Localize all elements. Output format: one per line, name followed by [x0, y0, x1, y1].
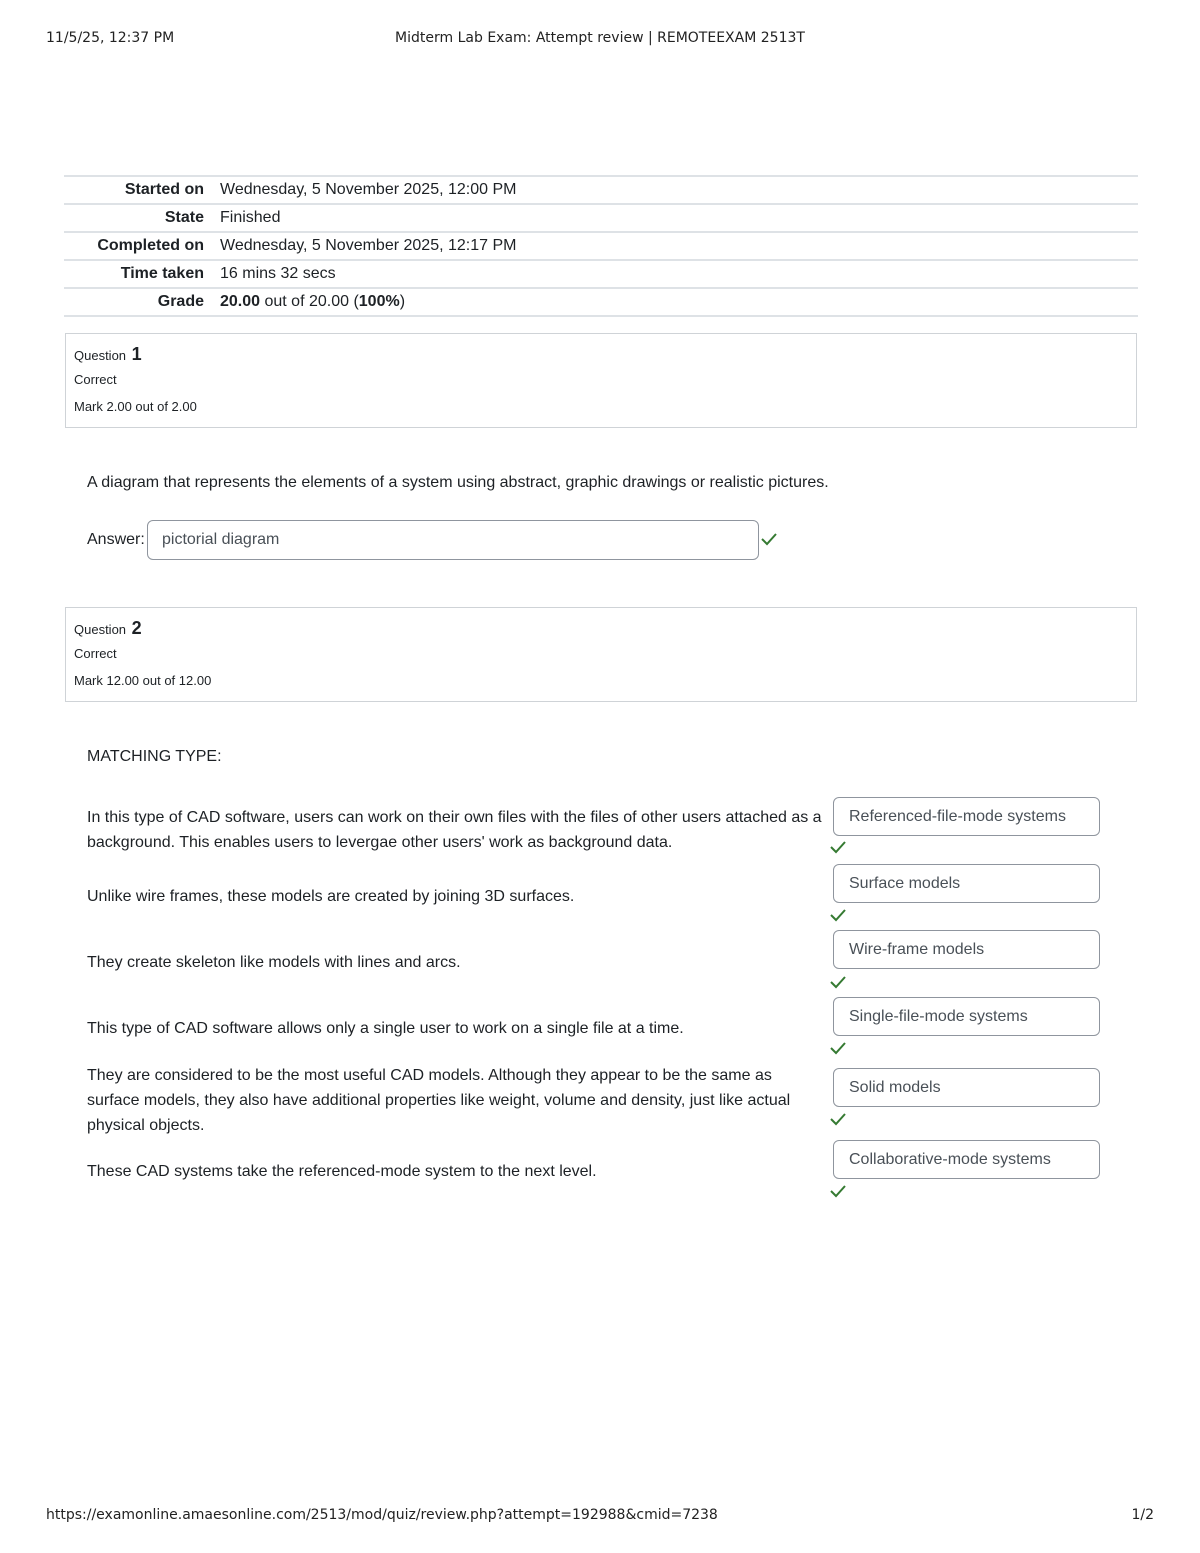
summary-label: Started on [124, 181, 204, 198]
check-icon [829, 1041, 849, 1057]
match-select[interactable]: Collaborative-mode systems [833, 1140, 1100, 1179]
check-icon [829, 1184, 849, 1200]
question-state: Correct [74, 372, 117, 387]
question-1-text: A diagram that represents the elements of a system using abstract, graphic drawings or realistic pictures. [87, 474, 829, 491]
summary-label: Grade [157, 293, 204, 310]
print-footer [46, 1507, 1154, 1527]
check-icon [829, 1112, 849, 1128]
match-select[interactable]: Solid models [833, 1068, 1100, 1107]
match-select[interactable]: Surface models [833, 864, 1100, 903]
question-state: Correct [74, 646, 117, 661]
match-stem: In this type of CAD software, users can work on their own files with the files of other users attached as a background. This enables users to levergae other users' work as background data. [87, 809, 822, 851]
match-select[interactable]: Wire-frame models [833, 930, 1100, 969]
summary-label: Time taken [120, 265, 204, 282]
match-stem: They create skeleton like models with lines and arcs. [87, 954, 461, 971]
attempt-summary-table [64, 175, 1138, 317]
check-icon [760, 532, 780, 548]
match-stem: This type of CAD software allows only a single user to work on a single file at a time. [87, 1020, 684, 1037]
print-page-number: 1/2 [1131, 1507, 1154, 1523]
summary-row-grade [64, 288, 1138, 316]
summary-row-started-on [64, 176, 1138, 204]
grade-out-of: out of 20.00 ( [260, 293, 359, 310]
print-header [46, 30, 1154, 50]
question-1-answer-row [87, 520, 787, 560]
summary-label: State [164, 209, 204, 226]
question-1-info [65, 333, 1137, 428]
summary-value: 16 mins 32 secs [220, 265, 336, 282]
summary-value [220, 288, 1138, 316]
grade-score: 20.00 [220, 293, 261, 310]
summary-value: Wednesday, 5 November 2025, 12:17 PM [220, 237, 517, 254]
answer-input[interactable]: pictorial diagram [147, 520, 759, 560]
grade-close: ) [399, 293, 406, 310]
match-stem: Unlike wire frames, these models are created by joining 3D surfaces. [87, 888, 575, 905]
match-stem: These CAD systems take the referenced-mode system to the next level. [87, 1163, 597, 1180]
grade-percent: 100% [358, 293, 400, 310]
question-mark: Mark 2.00 out of 2.00 [74, 399, 197, 414]
print-url: https://examonline.amaesonline.com/2513/mod/quiz/review.php?attempt=192988&cmid=7238 [46, 1507, 718, 1523]
print-date: 11/5/25, 12:37 PM [46, 30, 175, 46]
question-2-info [65, 607, 1137, 702]
question-number [74, 342, 1128, 366]
summary-row-completed-on [64, 232, 1138, 260]
question-number-value: 1 [131, 344, 142, 364]
match-stem: They are considered to be the most useful CAD models. Although they appear to be the same as surface models, they also have additional properties like weight, volume and density, just like actual physical objects. [87, 1067, 791, 1134]
match-select[interactable]: Referenced-file-mode systems [833, 797, 1100, 836]
summary-row-time-taken [64, 260, 1138, 288]
question-2-text: MATCHING TYPE: [87, 748, 222, 765]
summary-row-state [64, 204, 1138, 232]
question-number [74, 616, 1128, 640]
summary-value: Finished [220, 209, 281, 226]
question-number-value: 2 [131, 618, 142, 638]
check-icon [829, 840, 849, 856]
check-icon [829, 908, 849, 924]
match-select[interactable]: Single-file-mode systems [833, 997, 1100, 1036]
question-label: Question [74, 622, 127, 637]
answer-label: Answer: [87, 531, 145, 548]
summary-label: Completed on [97, 237, 204, 254]
question-label: Question [74, 348, 127, 363]
question-mark: Mark 12.00 out of 12.00 [74, 673, 212, 688]
check-icon [829, 975, 849, 991]
print-title: Midterm Lab Exam: Attempt review | REMOTEEXAM 2513T [395, 30, 805, 46]
summary-value: Wednesday, 5 November 2025, 12:00 PM [220, 181, 517, 198]
